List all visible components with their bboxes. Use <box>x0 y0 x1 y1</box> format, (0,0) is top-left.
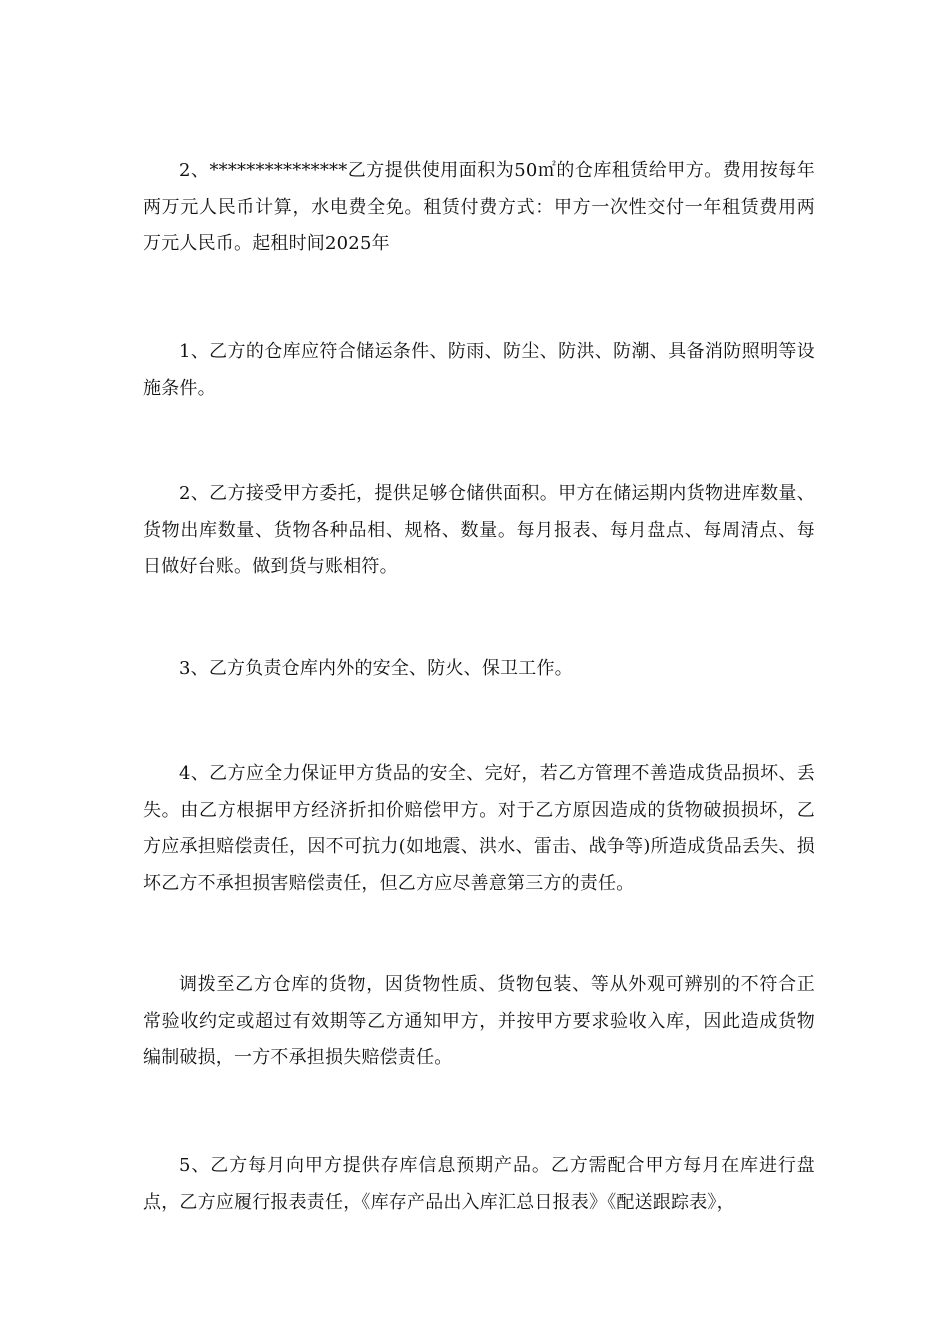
paragraph-lease-terms: 2、***************乙方提供使用面积为50㎡的仓库租赁给甲方。费用按每年两万元人民币计算，水电费全免。租赁付费方式：甲方一次性交付一年租赁费用两万元人民币。起租时间2025年 <box>143 160 815 254</box>
paragraph-storage-management: 2、乙方接受甲方委托，提供足够仓储供面积。甲方在储运期内货物进库数量、货物出库数量、货物各种品相、规格、数量。每月报表、每月盘点、每周清点、每日做好台账。做到货与账相符。 <box>143 483 815 577</box>
paragraph-goods-liability: 4、乙方应全力保证甲方货品的安全、完好，若乙方管理不善造成货品损坏、丢失。由乙方根据甲方经济折扣价赔偿甲方。对于乙方原因造成的货物破损损坏，乙方应承担赔偿责任，因不可抗力(如地震、洪水、雷击、战争等)所造成货品丢失、损坏乙方不承担损害赔偿责任，但乙方应尽善意第三方的责任。 <box>143 763 815 894</box>
paragraph-security-duty: 3、乙方负责仓库内外的安全、防火、保卫工作。 <box>179 658 573 679</box>
paragraph-monthly-reporting: 5、乙方每月向甲方提供存库信息预期产品。乙方需配合甲方每月在库进行盘点，乙方应履行报表责任，《库存产品出入库汇总日报表》《配送跟踪表》， <box>143 1155 815 1213</box>
paragraph-transfer-inspection: 调拨至乙方仓库的货物，因货物性质、货物包装、等从外观可辨别的不符合正常验收约定或超过有效期等乙方通知甲方，并按甲方要求验收入库，因此造成货物编制破损，一方不承担损失赔偿责任。 <box>143 974 815 1068</box>
paragraph-warehouse-conditions: 1、乙方的仓库应符合储运条件、防雨、防尘、防洪、防潮、具备消防照明等设施条件。 <box>143 341 815 399</box>
